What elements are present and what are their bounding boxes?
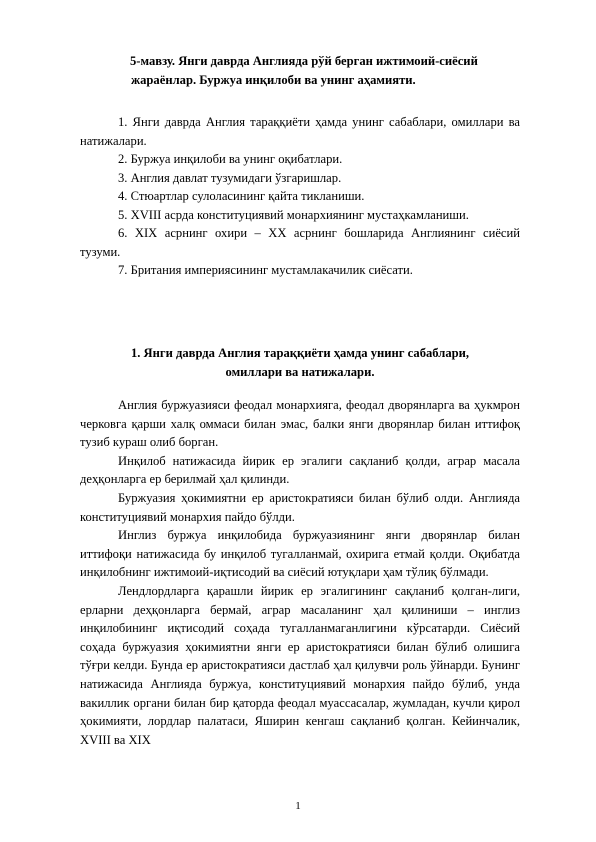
outline-item: 5. XVIII асрда конституциявий монархиянинг мустаҳкамланиши. bbox=[118, 207, 469, 222]
section-heading bbox=[80, 344, 520, 381]
section-heading-line-1: 1. Янги даврда Англия тараққиёти ҳамда унинг сабаблари, bbox=[130, 346, 470, 360]
topic-title-line-1: 5-мавзу. Янги даврда Англияда рўй берган ижтимоий-сиёсий bbox=[130, 54, 478, 68]
outline-item: 1. Янги даврда Англия тараққиёти ҳамда унинг сабаблари, омиллари ва натижалари. bbox=[80, 115, 520, 148]
topic-title-line-2: жараёнлар. Буржуа инқилоби ва унинг аҳамияти. bbox=[131, 73, 416, 87]
topic-title bbox=[112, 52, 532, 90]
body-paragraph: Буржуазия ҳокимиятни ер аристократияси билан бўлиб олди. Англияда конституциявий монархия пайдо бўлди. bbox=[80, 490, 520, 524]
outline-item: 7. Британия империясининг мустамлакачилик сиёсати. bbox=[118, 263, 413, 277]
page-number: 1 bbox=[295, 800, 301, 812]
outline-item: 2. Буржуа инқилоби ва унинг оқибатлари. bbox=[118, 152, 343, 166]
outline-item: 6. XIX асрнинг охири – XX асрнинг бошларида Англиянинг сиёсий тузуми. bbox=[80, 226, 520, 259]
body-paragraph: Инглиз буржуа инқилобида буржуазиянинг янги дворянлар билан иттифоқи натижасида бу инқилоб тугалланмай, охирига етмай қолди. Оқибатда инқилобнинг ижтимоий-иқтисодий ва сиёсий ютуқлари ҳам тўлиқ бўлмади. bbox=[80, 528, 520, 580]
body-paragraph: Англия буржуазияси феодал монархияга, феодал дворянларга ва ҳукмрон черковга қарши халқ оммаси билан эмас, балки янги дворянлар билан иттифоқ тузиб кураш олиб борган. bbox=[80, 398, 520, 450]
outline-item: 4. Стюартлар сулоласининг қайта тикланиши. bbox=[118, 189, 365, 203]
section-body bbox=[80, 396, 520, 749]
outline-item: 3. Англия давлат тузумидаги ўзгаришлар. bbox=[118, 170, 342, 185]
body-paragraph: Лендлордларга қарашли йирик ер эгалигининг сақланиб қолган-лиги, ерларни деҳқонларга бермай, аграр масаланинг ҳал қилиниши – инглиз инқилобининг иқтисодий соҳада тугалланмаганлигини кўрсатарди. Сиёсий соҳада буржуазия ҳокимиятни янги ер аристократияси билан бўлиб олишига тўғри келди. Бунда ер аристократияси дастлаб ҳал қилувчи роль ўйнарди. Бунинг натижасида Англияда буржуа, конституциявий монархия пайдо бўлиб, унда вакиллик органи билан бир қаторда феодал муассасалар, жумладан, кучли қирол ҳокимияти, лордлар палатаси, Яширин кенгаш сақланиб қолган. Кейинчалик, XVIII ва XIX bbox=[80, 583, 520, 747]
body-paragraph: Инқилоб натижасида йирик ер эгалиги сақланиб қолди, аграр масала деҳқонларга ер берилмай ҳал қилинди. bbox=[80, 453, 520, 487]
topic-outline bbox=[80, 113, 520, 280]
section-heading-line-2: омиллари ва натижалари. bbox=[225, 364, 375, 379]
